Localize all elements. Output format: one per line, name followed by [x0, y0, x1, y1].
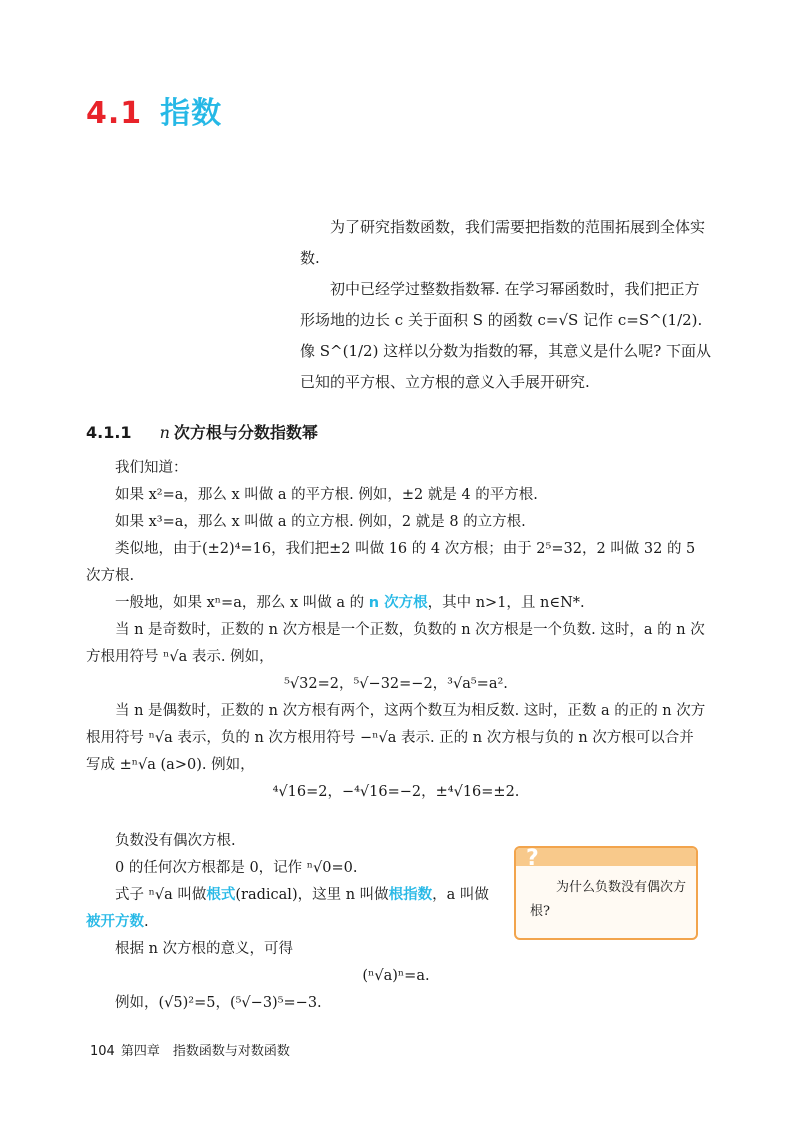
- body-line: 当 n 是偶数时，正数的 n 次方根有两个，这两个数互为相反数. 这时，正数 a 的正的 n 次方根用符号 ⁿ√a 表示，负的 n 次方根用符号 −ⁿ√a 表示. 正的 n 次方根与负的 n 次方根可以合并写成 ±ⁿ√a (a>0). 例如，: [86, 703, 706, 773]
- sidebox-text: 为什么负数没有偶次方根?: [530, 880, 687, 919]
- body-upper: [86, 455, 706, 806]
- body-line: 负数没有偶次方根.: [115, 833, 236, 849]
- text-part: ，a 叫做: [432, 887, 489, 903]
- body-line: 0 的任何次方根都是 0，记作 ⁿ√0=0.: [115, 860, 358, 876]
- intro-paragraph-1: 为了研究指数函数，我们需要把指数的范围拓展到全体实数.: [300, 218, 706, 267]
- text-part: ，其中 n>1，且 n∈N*.: [427, 595, 585, 611]
- title-text: 指数: [160, 96, 223, 131]
- body-line: 如果 x²=a，那么 x 叫做 a 的平方根. 例如，±2 就是 4 的平方根.: [115, 487, 538, 503]
- page-title: [86, 88, 222, 132]
- formula-2: ⁴√16=2，−⁴√16=−2，±⁴√16=±2.: [272, 784, 520, 800]
- body-line: 根据 n 次方根的意义，可得: [115, 941, 294, 957]
- section-heading: [86, 420, 318, 443]
- body-line: 类似地，由于(±2)⁴=16，我们把±2 叫做 16 的 4 次方根；由于 2⁵=32，2 叫做 32 的 5 次方根.: [86, 541, 696, 584]
- term-n-root: n 次方根: [368, 595, 428, 611]
- text-part: 式子 ⁿ√a 叫做: [115, 887, 207, 903]
- body-line: 如果 x³=a，那么 x 叫做 a 的立方根. 例如，2 就是 8 的立方根.: [115, 514, 526, 530]
- formula-1: ⁵√32=2，⁵√−32=−2，³√a⁵=a².: [284, 676, 508, 692]
- page-number: 104: [90, 1044, 115, 1059]
- section-var: n: [159, 423, 170, 442]
- body-line: 当 n 是奇数时，正数的 n 次方根是一个正数，负数的 n 次方根是一个负数. 这时，a 的 n 次方根用符号 ⁿ√a 表示. 例如，: [86, 622, 705, 665]
- body-end: [86, 963, 706, 1017]
- term-root-index: 根指数: [388, 887, 433, 903]
- question-sidebox: [514, 846, 698, 940]
- intro-paragraph-2: 初中已经学过整数指数幂. 在学习幂函数时，我们把正方形场地的边长 c 关于面积 S 的函数 c=√S 记作 c=S^(1/2). 像 S^(1/2) 这样以分数为指数的幂，其意义是什么呢? 下面从已知的平方根、立方根的意义入手展开研究.: [300, 280, 712, 391]
- section-text: 次方根与分数指数幂: [173, 423, 318, 442]
- chapter-label: 第四章 指数函数与对数函数: [120, 1044, 290, 1059]
- body-line: 我们知道：: [115, 460, 188, 476]
- body-line: 例如，(√5)²=5，(⁵√−3)⁵=−3.: [115, 995, 322, 1011]
- text-part: .: [144, 914, 149, 930]
- body-lower: [86, 828, 496, 963]
- definition-line: [86, 590, 706, 617]
- text-part: (radical)，这里 n 叫做: [235, 887, 389, 903]
- question-icon: ?: [526, 846, 539, 871]
- page-footer: [90, 1040, 290, 1059]
- intro-block: [300, 212, 712, 398]
- text-part: 一般地，如果 xⁿ=a，那么 x 叫做 a 的: [115, 595, 369, 611]
- section-number: 4.1.1: [86, 423, 132, 442]
- formula-3: (ⁿ√a)ⁿ=a.: [362, 968, 430, 984]
- term-radical: 根式: [206, 887, 236, 903]
- sidebox-header: [516, 848, 696, 866]
- term-radicand: 被开方数: [86, 914, 144, 930]
- radical-definition: [86, 882, 496, 936]
- title-number: 4.1: [86, 96, 143, 131]
